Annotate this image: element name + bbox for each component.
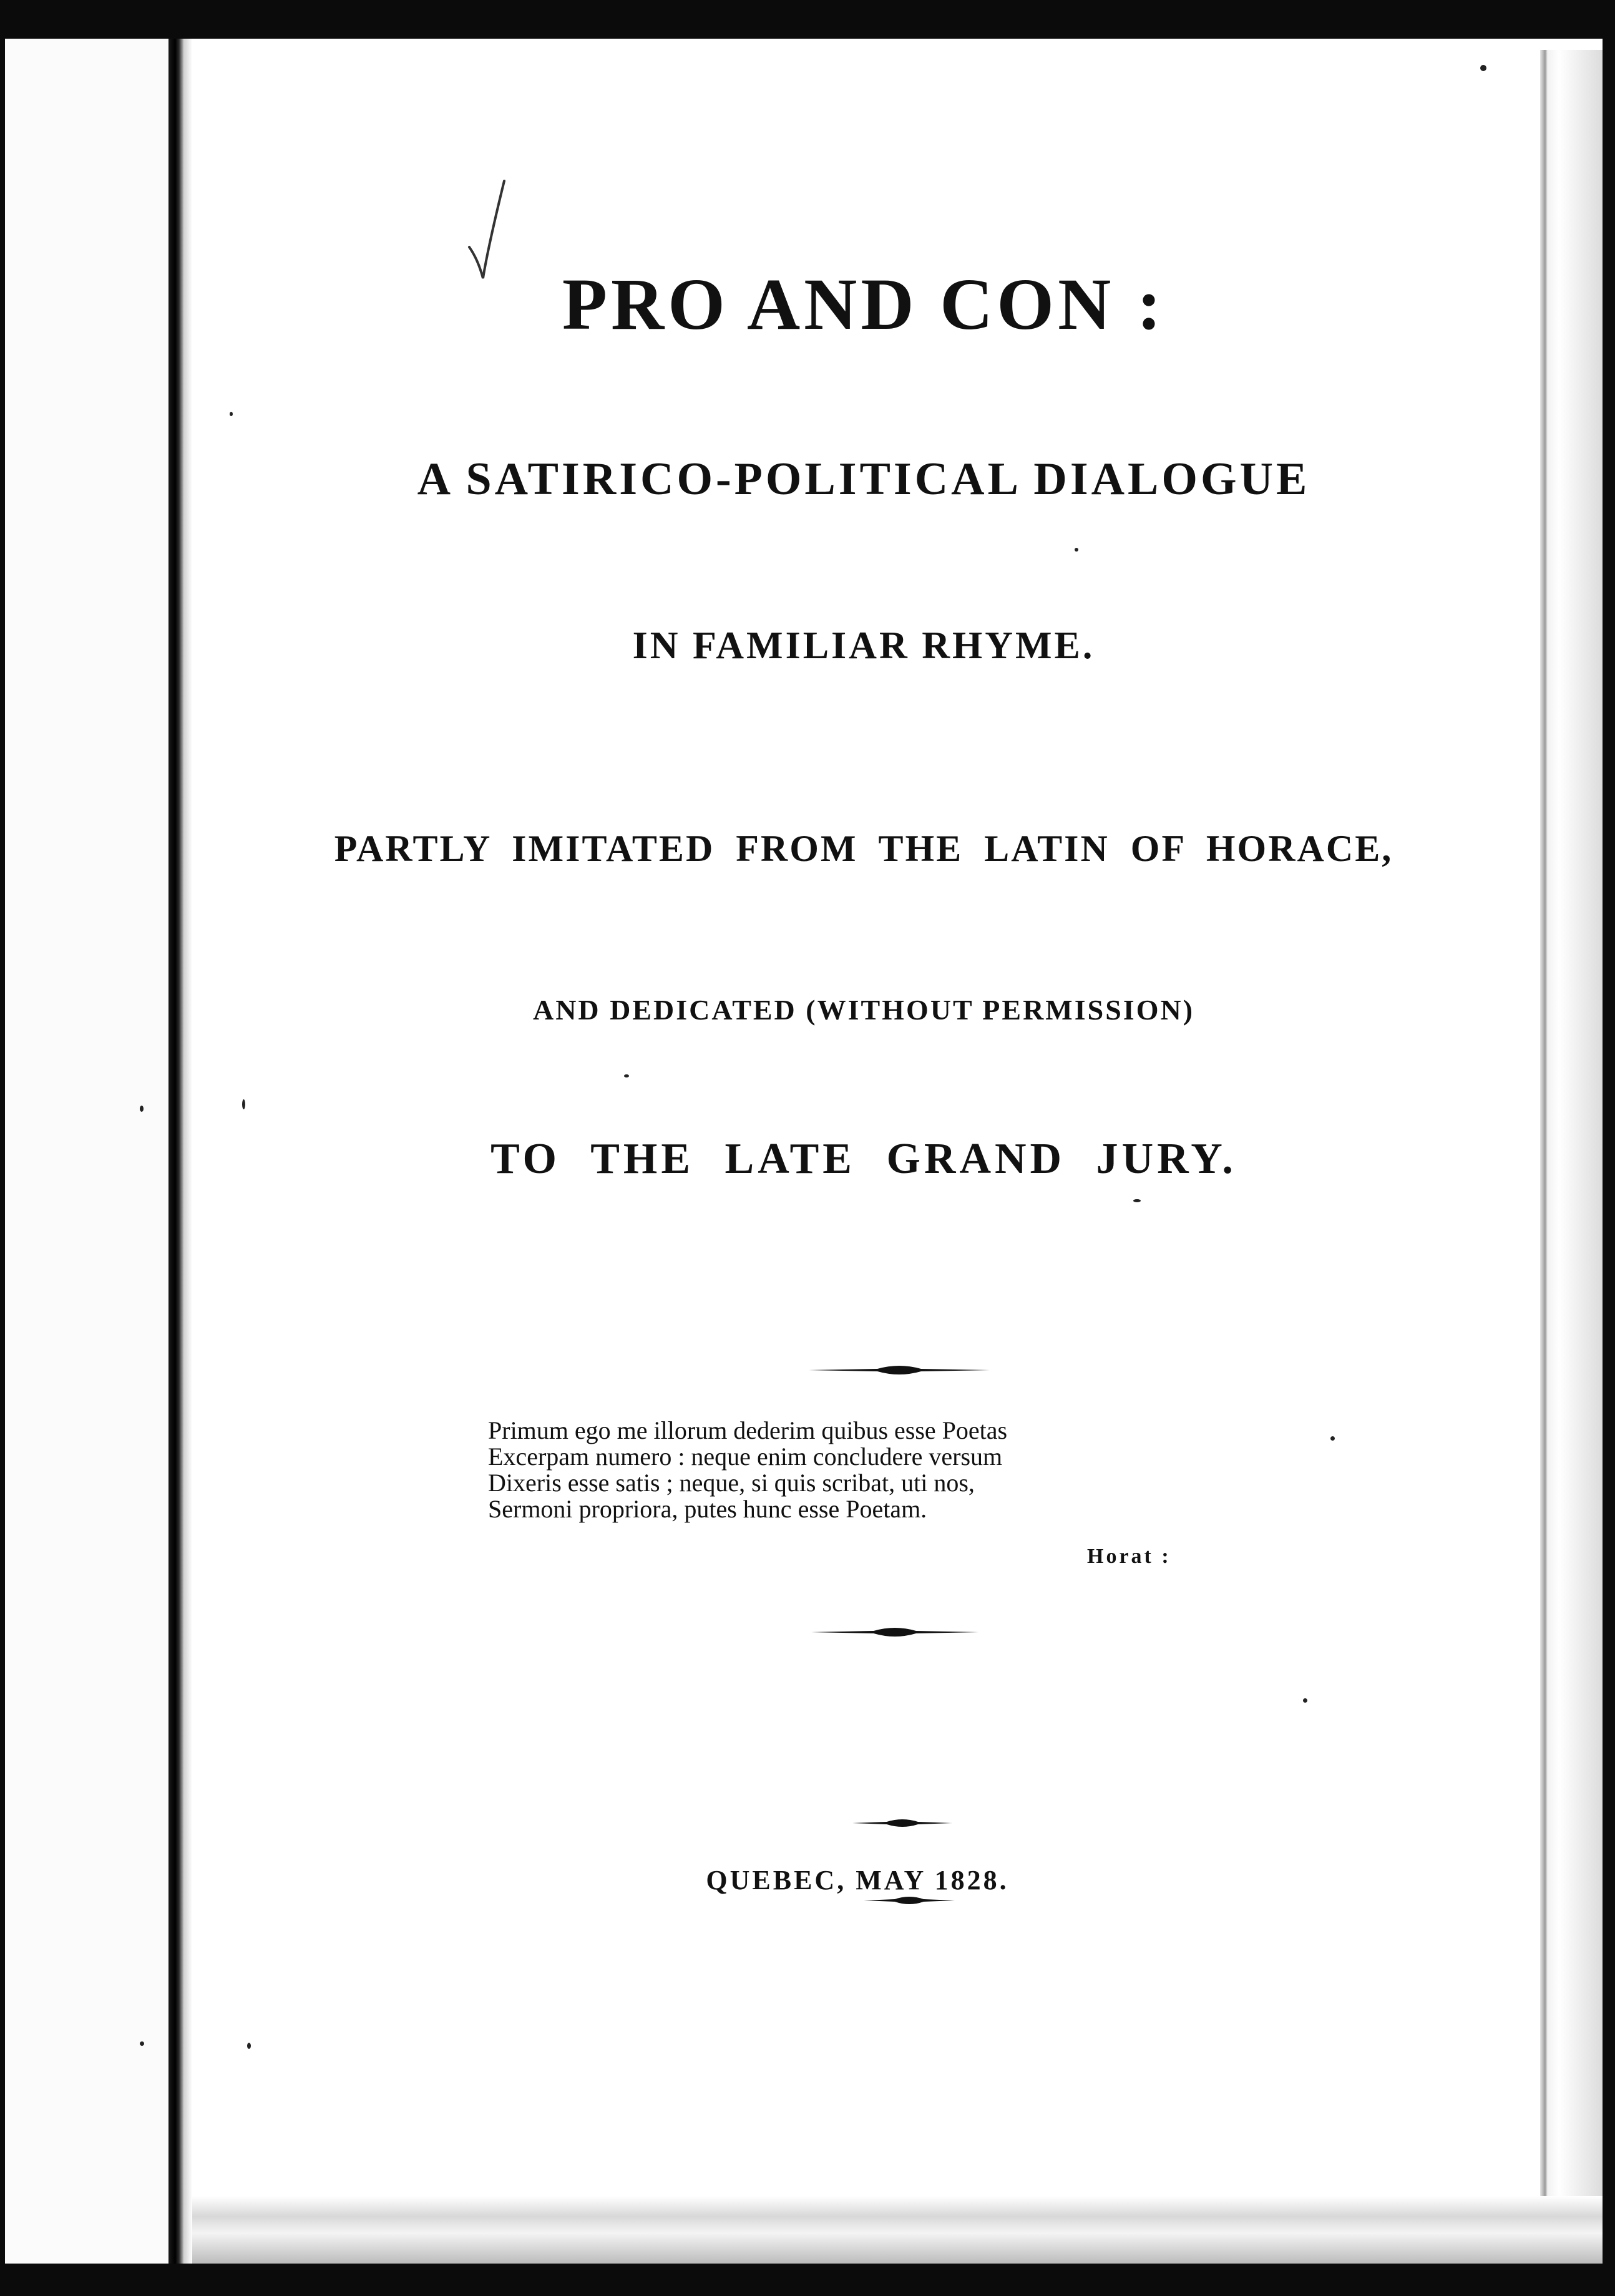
scan-speck	[242, 1099, 245, 1109]
scan-speck	[1330, 1436, 1335, 1441]
scan-speck	[230, 412, 233, 416]
scan-speck	[140, 1106, 144, 1112]
epigraph-attribution: Horat :	[1087, 1545, 1171, 1568]
book-title: PRO AND CON :	[562, 263, 1166, 345]
scan-speck	[140, 2041, 144, 2046]
ornamental-rule-icon	[852, 1817, 952, 1832]
ornamental-rule-icon	[864, 1894, 955, 1909]
imitation-line: PARTLY IMITATED FROM THE LATIN OF HORACE,	[334, 828, 1393, 869]
imprint-line: QUEBEC, MAY 1828.	[706, 1865, 1009, 1895]
book-subtitle: A SATIRICO-POLITICAL DIALOGUE	[417, 454, 1310, 505]
scan-speck	[1303, 1698, 1307, 1703]
epigraph-line: Excerpam numero : neque enim concludere versum	[488, 1442, 1003, 1471]
scan-speck	[247, 2043, 251, 2049]
scan-frame-bottom	[0, 2264, 1615, 2296]
scan-frame-top	[0, 0, 1615, 39]
scan-speck	[1133, 1199, 1141, 1202]
epigraph-line: Sermoni propriora, putes hunc esse Poetam.	[488, 1495, 927, 1523]
scan-speck	[624, 1074, 629, 1077]
scan-speck	[1480, 65, 1486, 71]
ornamental-rule-icon	[811, 1625, 978, 1640]
dedication-line: AND DEDICATED (WITHOUT PERMISSION)	[532, 994, 1195, 1026]
scan-frame-left	[0, 0, 5, 2296]
epigraph-line: Primum ego me illorum dederim quibus esse Poetas	[488, 1416, 1008, 1444]
rhyme-line: IN FAMILIAR RHYME.	[632, 625, 1095, 667]
epigraph-line: Dixeris esse satis ; neque, si quis scribat, uti nos,	[488, 1469, 975, 1497]
page-edge-bottom	[192, 2196, 1603, 2264]
dedicatee-line: TO THE LATE GRAND JURY.	[490, 1135, 1237, 1183]
scan-speck	[1075, 548, 1078, 552]
latin-epigraph	[488, 1418, 1237, 1522]
ornamental-rule-icon	[809, 1363, 990, 1378]
